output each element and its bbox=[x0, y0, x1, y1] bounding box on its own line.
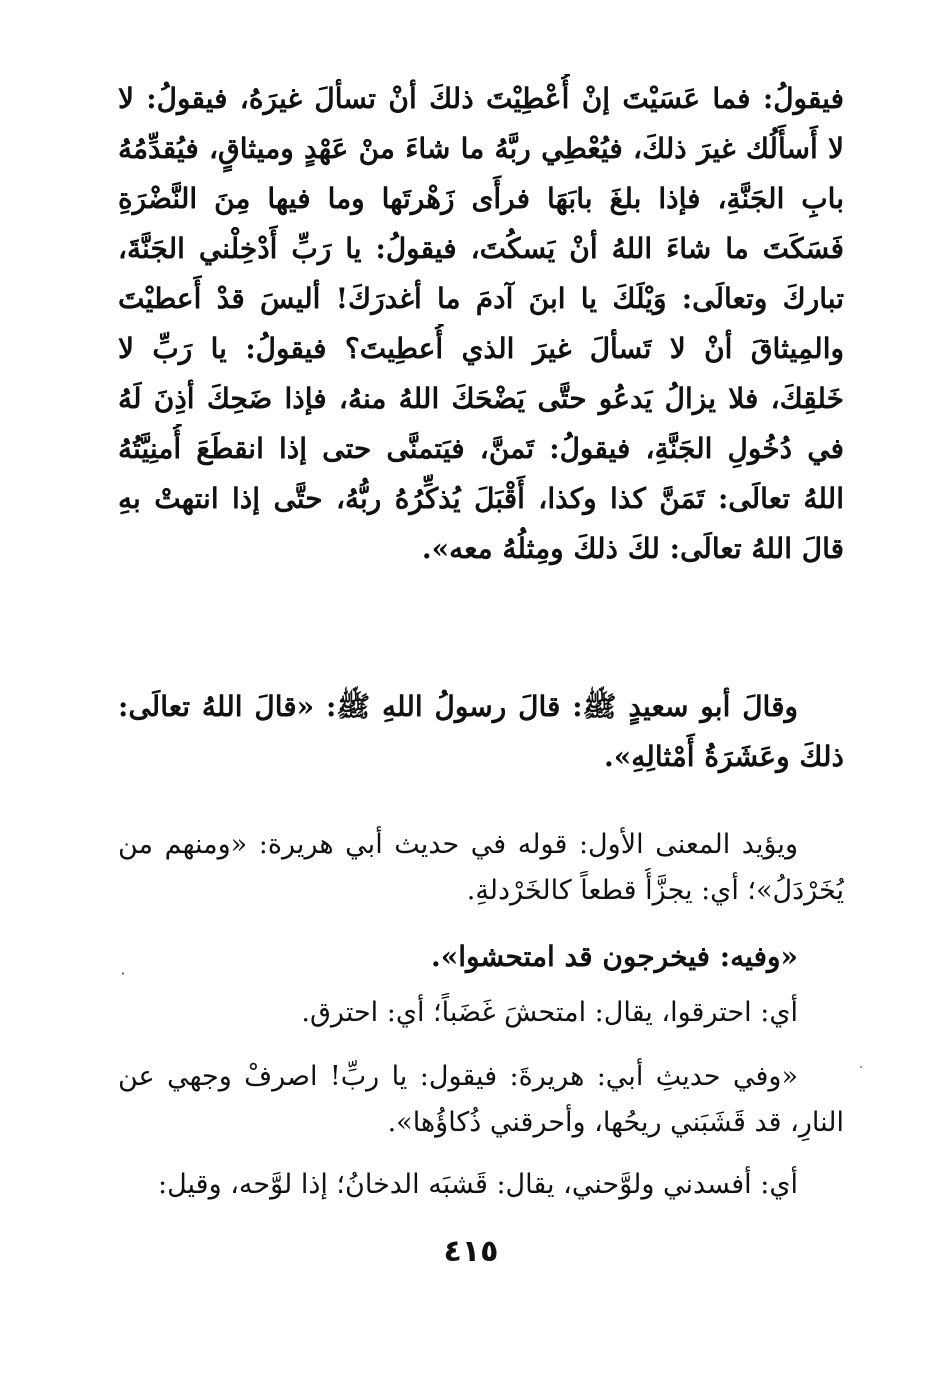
paragraph-commentary-ihtaraqu bbox=[118, 990, 844, 1036]
text-line: «وفيه: فيخرجون قد امتحشوا». bbox=[431, 940, 798, 973]
text-line: أي: أفسدني ولوَّحني، يقال: قَشبَه الدخانُ؛ إذا لوَّحه، وقيل: bbox=[157, 1169, 798, 1200]
text-line: اللهُ تعالَى: تَمَنَّ كذا وكذا، أَقْبَلَ يُذكِّرُهُ ربُّهُ، حتَّى إذا انتهتْ بهِ bbox=[118, 482, 844, 515]
text-line: أي: احترقوا، يقال: امتحشَ غَضَباً؛ أي: احترق. bbox=[301, 997, 798, 1028]
paragraph-commentary-khardal bbox=[118, 822, 844, 914]
text-line: فَسَكَتَ ما شاءَ اللهُ أنْ يَسكُتَ، فيقولُ: يا رَبِّ أَدْخِلْني الجَنَّةَ، bbox=[118, 232, 844, 265]
text-line: لا أَسأَلُك غيرَ ذلكَ، فيُعْطِي ربَّهُ ما شاءَ منْ عَهْدٍ وميثاقٍ، فيُقدِّمُهُ bbox=[118, 132, 844, 165]
text-line: والمِيثاقَ أنْ لا تَسألَ غيرَ الذي أُعطِيتَ؟ فيقولُ: يا رَبِّ لا bbox=[118, 332, 844, 365]
text-line: فيقولُ: فما عَسَيْتَ إنْ أُعْطِيْتَ ذلكَ أنْ تسألَ غيرَهُ، فيقولُ: لا bbox=[118, 82, 844, 115]
paragraph-quote-imtahashu bbox=[118, 932, 844, 982]
scan-speck bbox=[860, 1066, 862, 1068]
text-line: النارِ، قد قَشَبَني ريحُها، وأحرقني ذُكاؤُها». bbox=[387, 1107, 844, 1138]
text-line: ويؤيد المعنى الأول: قوله في حديث أبي هريرة: «ومنهم من bbox=[118, 829, 798, 860]
paragraph-quote-qashabani bbox=[118, 1054, 844, 1146]
paragraph-hadith-main bbox=[118, 74, 844, 574]
paragraph-commentary-afsadani bbox=[118, 1162, 844, 1208]
scan-speck bbox=[122, 972, 124, 975]
text-line: في دُخُولِ الجَنَّةِ، فيقولُ: تَمنَّ، فيَتمنَّى حتى إذا انقطَعَ أُمنِيَّتُهُ bbox=[118, 432, 844, 465]
text-line: يُخَرْدَلُ»؛ أي: يجزَّأُ قطعاً كالخَرْدلةِ. bbox=[466, 875, 844, 906]
text-line: قالَ اللهُ تعالَى: لكَ ذلكَ ومِثلُهُ معه». bbox=[421, 532, 844, 565]
text-line: ذلكَ وعَشَرَةُ أَمْثالِهِ». bbox=[604, 740, 844, 773]
text-line: بابِ الجَنَّةِ، فإذا بلغَ بابَهَا فرأَى زَهْرتَها وما فيها مِنَ النَّضْرَةِ bbox=[118, 182, 844, 215]
page-number: ٤١٥ bbox=[443, 1234, 499, 1269]
text-line: وقالَ أبو سعيدٍ ﷺ: قالَ رسولُ اللهِ ﷺ: «قالَ اللهُ تعالَى: bbox=[118, 690, 798, 723]
text-line: تباركَ وتعالَى: وَيْلَكَ يا ابنَ آدمَ ما أغدرَكَ! أليسَ قدْ أَعطيْتَ bbox=[118, 282, 844, 315]
text-line: خَلقِكَ، فلا يزالُ يَدعُو حتَّى يَضْحَكَ اللهُ منهُ، فإذا ضَحِكَ أذِنَ لَهُ bbox=[118, 382, 844, 415]
paragraph-abu-said bbox=[118, 682, 844, 782]
text-line: «وفي حديثِ أبي: هريرةَ: فيقول: يا ربِّ! اصرفْ وجهي عن bbox=[118, 1061, 798, 1092]
